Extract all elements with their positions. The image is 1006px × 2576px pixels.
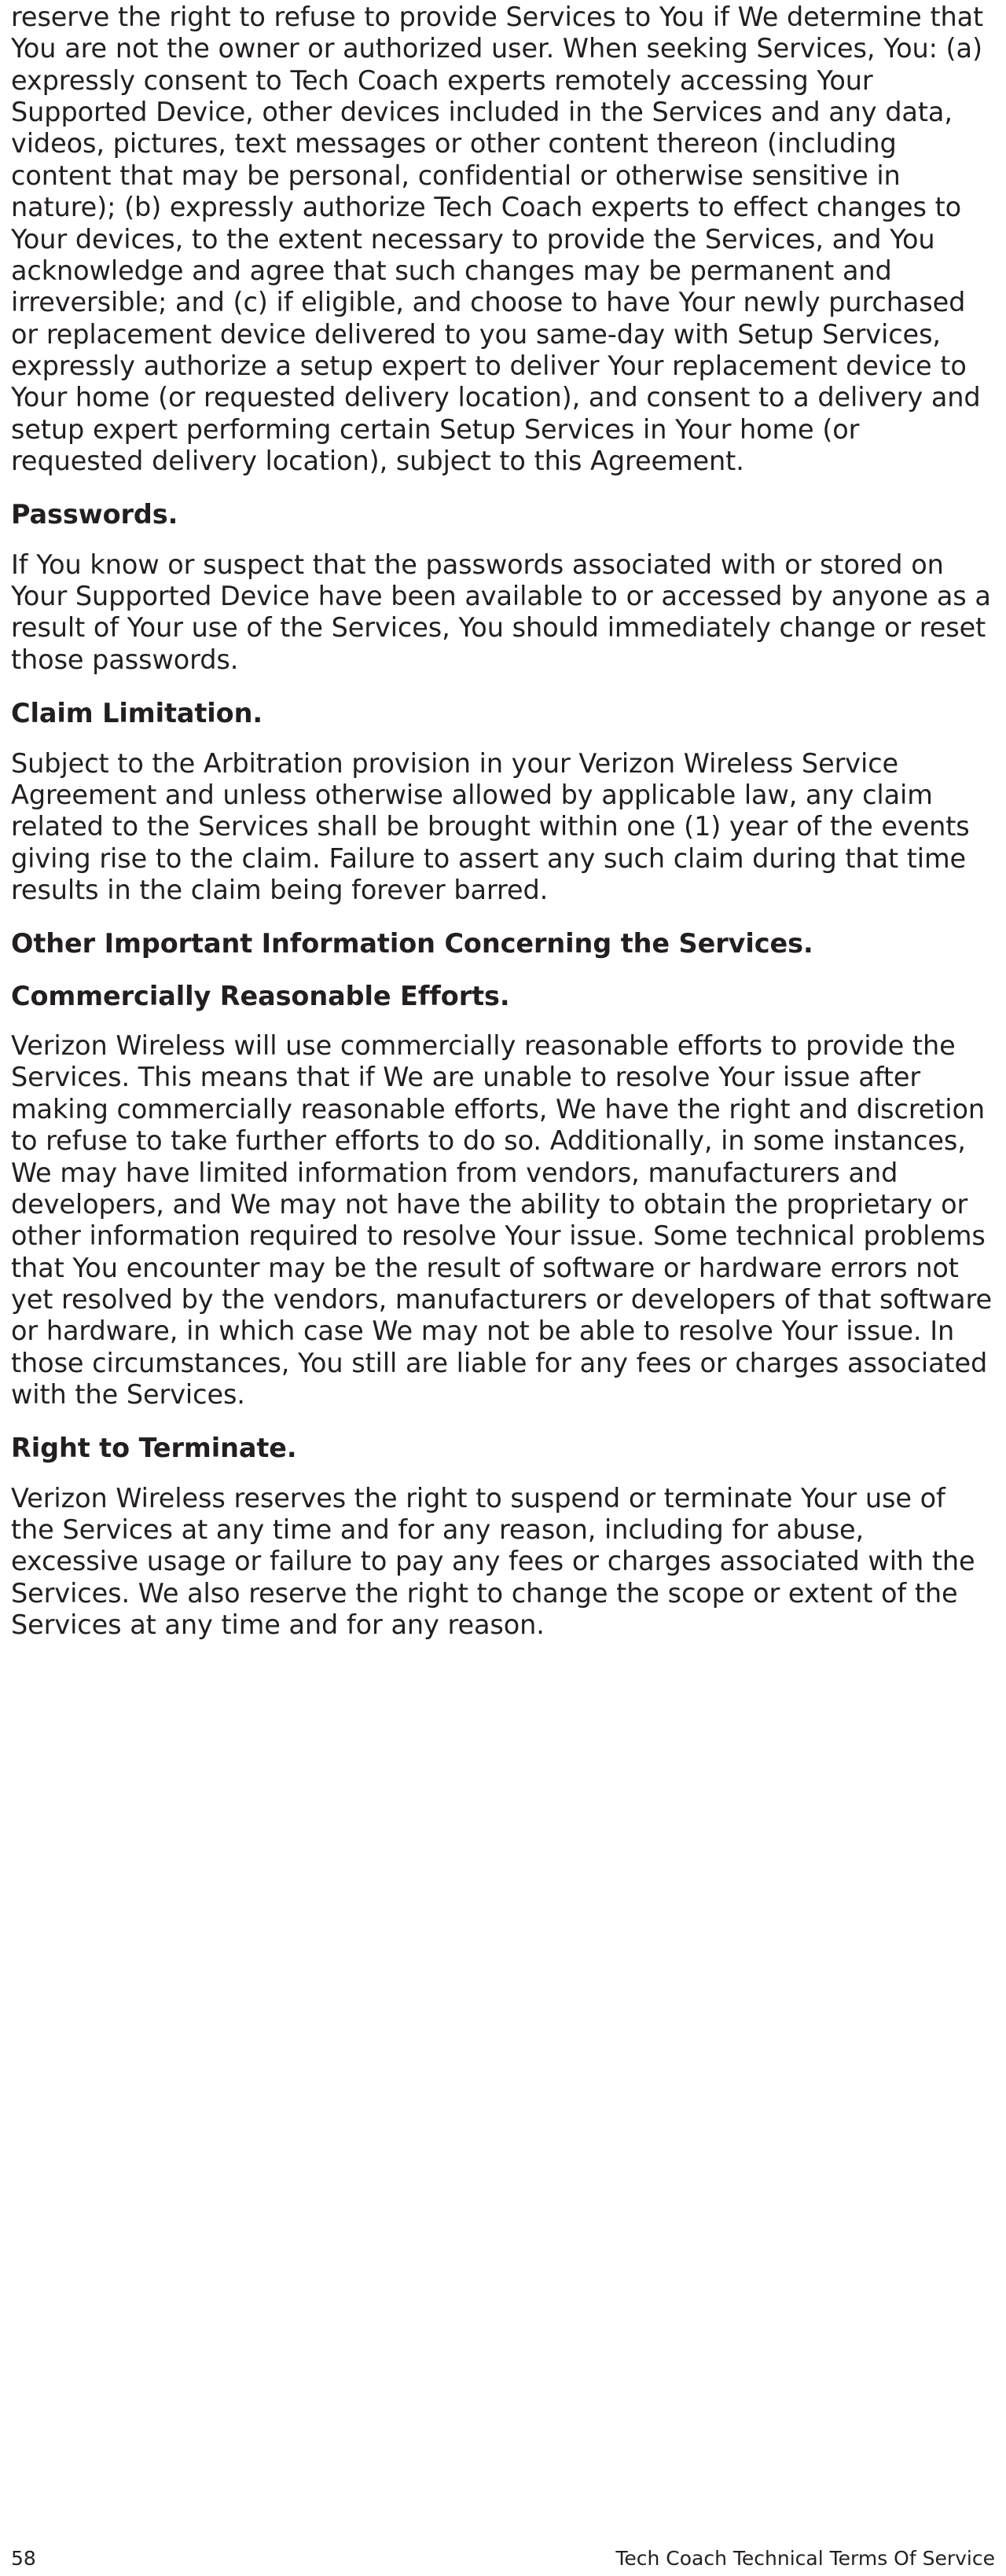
heading-claim-limitation: Claim Limitation. — [11, 698, 263, 729]
heading-commercially-reasonable-efforts: Commercially Reasonable Efforts. — [11, 980, 510, 1011]
heading-passwords: Passwords. — [11, 499, 178, 530]
heading-right-to-terminate: Right to Terminate. — [11, 1433, 297, 1464]
paragraph-right-to-terminate: Verizon Wireless reserves the right to suspend or terminate Your use of the Services at any time and for any reason, including for abuse, excessive usage or failure to pay any fees or charges associated with the Services. We also reserve the right to change the scope or extent of the Services at any time and for any reason. — [11, 1482, 975, 1641]
page-content — [11, 0, 995, 1642]
paragraph-claim-limitation: Subject to the Arbitration provision in your Verizon Wireless Service Agreement and unless otherwise allowed by applicable law, any claim related to the Services shall be brought within one (1) year of the events giving rise to the claim. Failure to assert any such claim during that time results in the claim being forever barred. — [11, 747, 970, 905]
footer-document-title: Tech Coach Technical Terms Of Service — [615, 2547, 995, 2570]
footer-page-number: 58 — [11, 2547, 36, 2570]
paragraph-intro-continued: reserve the right to refuse to provide Services to You if We determine that You are not the owner or authorized user. When seeking Services, You: (a) expressly consent to Tech Coach experts remotely accessing Your Supported Device, other devices included in the Services and any data, videos, pictures, text messages or other content thereon (including content that may be personal, confidential or otherwise sensitive in nature); (b) expressly authorize Tech Coach experts to effect changes to Your devices, to the extent necessary to provide the Services, and You acknowledge and agree that such changes may be permanent and irreversible; and (c) if eligible, and choose to have Your newly purchased or replacement device delivered to you same-day with Setup Services, expressly authorize a setup expert to deliver Your replacement device to Your home (or requested delivery location), and consent to a delivery and setup expert performing certain Setup Services in Your home (or requested delivery location), subject to this Agreement. — [11, 2, 984, 477]
paragraph-commercially-reasonable-efforts: Verizon Wireless will use commercially reasonable efforts to provide the Services. This means that if We are unable to resolve Your issue after making commercially reasonable efforts, We have the right and discretion to refuse to take further efforts to do so. Additionally, in some instances, We may have limited information from vendors, manufacturers and developers, and We may not have the ability to obtain the proprietary or other information required to resolve Your issue. Some technical problems that You encounter may be the result of software or hardware errors not yet resolved by the vendors, manufacturers or developers of that software or hardware, in which case We may not be able to resolve Your issue. In those circumstances, You still are liable for any fees or charges associated with the Services. — [11, 1030, 993, 1411]
page-footer — [11, 2543, 995, 2570]
heading-other-important-information: Other Important Information Concerning the Services. — [11, 928, 813, 960]
paragraph-passwords: If You know or suspect that the passwords associated with or stored on Your Supported Device have been available to or accessed by anyone as a result of Your use of the Services, You should immediately change or reset those passwords. — [11, 549, 991, 675]
